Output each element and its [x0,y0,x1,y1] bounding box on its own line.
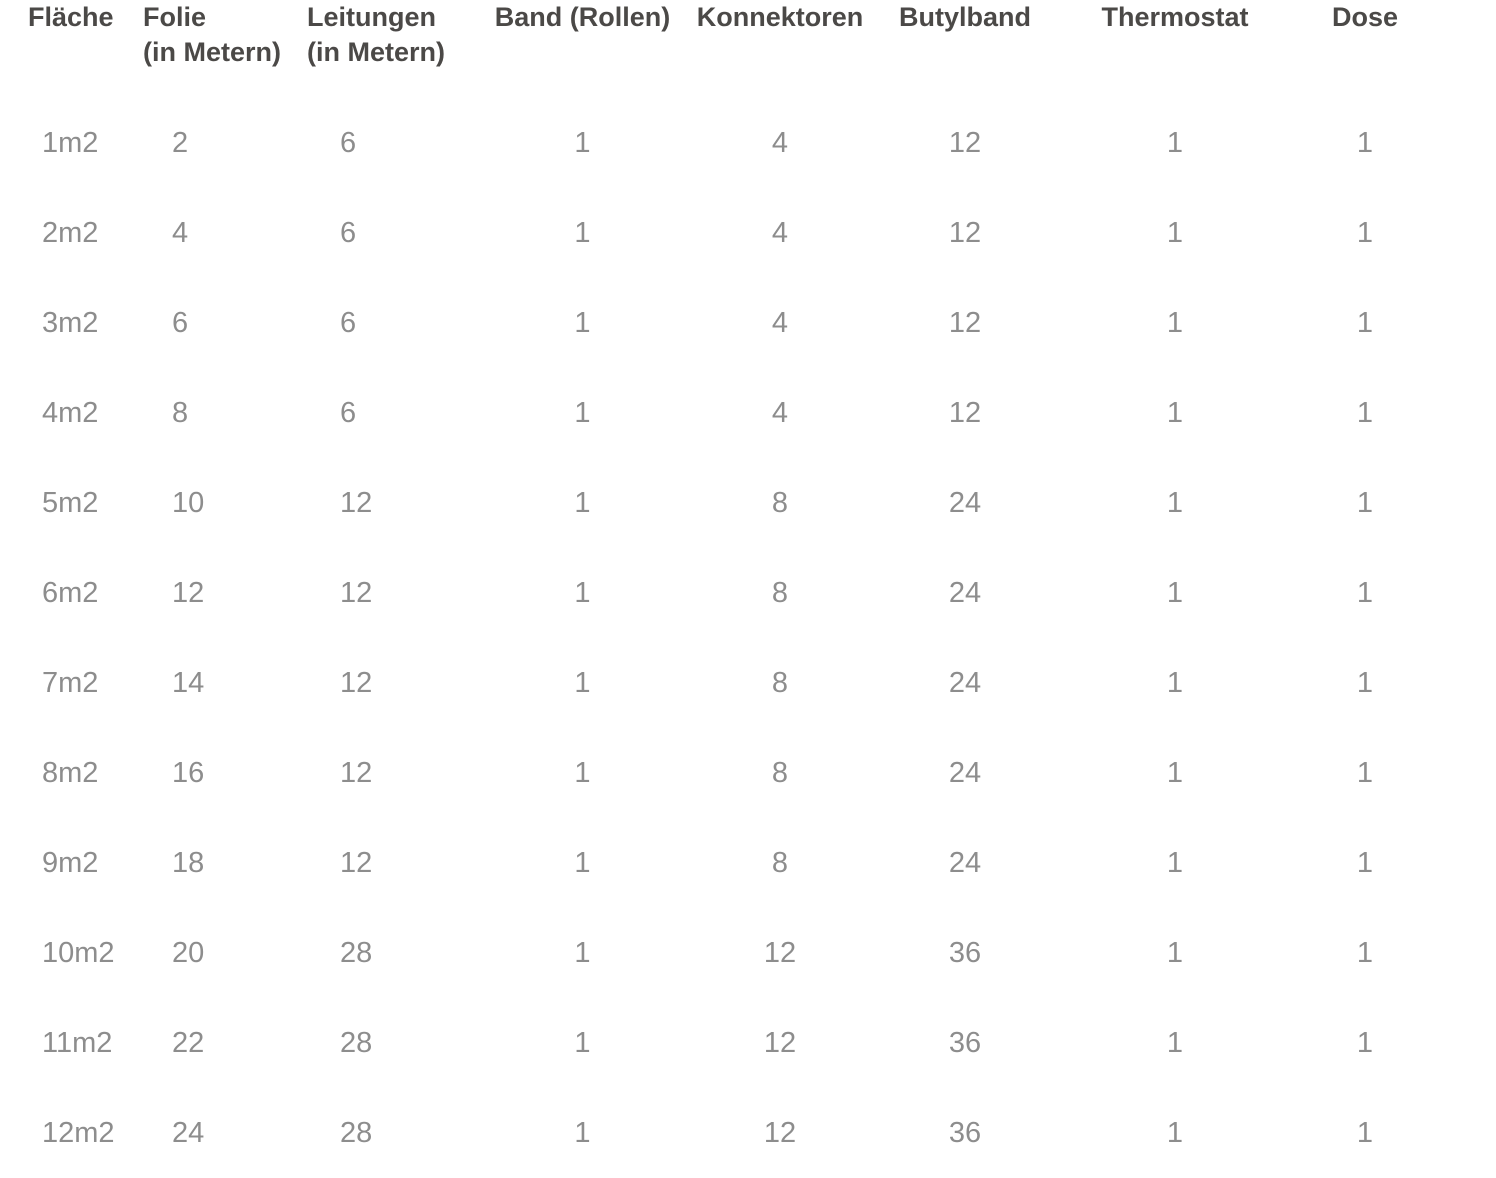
column-header-flaeche [0,0,115,98]
row-label-cell: 3m2 [42,306,99,339]
table-row [0,188,1440,278]
table-header [0,0,1440,98]
value-cell-thermostat: 1 [1166,396,1184,429]
value-cell-thermostat: 1 [1166,1116,1184,1149]
value-cell-leitungen: 6 [340,126,357,159]
value-cell-leitungen: 6 [340,306,357,339]
table-row [0,998,1440,1088]
table-row [0,908,1440,998]
value-cell-dose: 1 [1356,576,1374,609]
column-header-dose [1290,0,1440,98]
table-row [0,1088,1440,1178]
value-cell-dose: 1 [1356,396,1374,429]
value-cell-band: 1 [574,216,591,249]
column-header-thermostat [1060,0,1290,98]
value-cell-konnektoren: 8 [771,756,789,789]
value-cell-konnektoren: 12 [763,1026,797,1059]
value-cell-konnektoren: 8 [771,666,789,699]
value-cell-folie: 24 [172,1116,205,1149]
value-cell-thermostat: 1 [1166,756,1184,789]
value-cell-dose: 1 [1356,846,1374,879]
value-cell-thermostat: 1 [1166,126,1184,159]
value-cell-konnektoren: 8 [771,486,789,519]
value-cell-thermostat: 1 [1166,576,1184,609]
value-cell-thermostat: 1 [1166,216,1184,249]
value-cell-leitungen: 6 [340,216,357,249]
column-header-sublabel: (in Metern) [143,36,281,67]
value-cell-leitungen: 12 [340,846,373,879]
value-cell-butylband: 24 [948,666,982,699]
value-cell-konnektoren: 4 [771,396,789,429]
value-cell-konnektoren: 4 [771,216,789,249]
row-label-cell: 9m2 [42,846,99,879]
column-header-leitungen [290,0,475,98]
row-label-cell: 8m2 [42,756,99,789]
row-label-cell: 10m2 [42,936,115,969]
column-header-label: Konnektoren [696,2,864,32]
row-label-cell: 7m2 [42,666,99,699]
value-cell-folie: 4 [172,216,189,249]
column-header-label: Fläche [28,2,114,32]
column-header-folie [115,0,290,98]
row-label-cell: 4m2 [42,396,99,429]
table-row [0,728,1440,818]
value-cell-leitungen: 12 [340,756,373,789]
value-cell-dose: 1 [1356,666,1374,699]
value-cell-thermostat: 1 [1166,666,1184,699]
value-cell-folie: 8 [172,396,189,429]
column-header-sublabel: (in Metern) [307,36,445,67]
value-cell-dose: 1 [1356,1116,1374,1149]
column-header-konnektoren [690,0,870,98]
value-cell-dose: 1 [1356,126,1374,159]
value-cell-dose: 1 [1356,1026,1374,1059]
value-cell-folie: 14 [172,666,205,699]
value-cell-band: 1 [574,1116,591,1149]
table-row [0,98,1440,188]
value-cell-folie: 2 [172,126,189,159]
table-row [0,548,1440,638]
value-cell-band: 1 [574,126,591,159]
row-label-cell: 1m2 [42,126,99,159]
value-cell-folie: 10 [172,486,205,519]
row-label-cell: 6m2 [42,576,99,609]
value-cell-butylband: 36 [948,936,982,969]
value-cell-dose: 1 [1356,216,1374,249]
value-cell-band: 1 [574,306,591,339]
row-label-cell: 11m2 [42,1026,113,1059]
column-header-label: Band (Rollen) [494,2,671,32]
value-cell-band: 1 [574,486,591,519]
value-cell-dose: 1 [1356,756,1374,789]
column-header-butylband [870,0,1060,98]
value-cell-butylband: 12 [948,216,982,249]
value-cell-konnektoren: 4 [771,126,789,159]
value-cell-thermostat: 1 [1166,486,1184,519]
value-cell-konnektoren: 12 [763,936,797,969]
value-cell-konnektoren: 8 [771,576,789,609]
table-row [0,818,1440,908]
column-header-label: Leitungen [307,2,436,32]
value-cell-folie: 22 [172,1026,205,1059]
column-header-band [475,0,690,98]
table-row [0,638,1440,728]
value-cell-leitungen: 12 [340,576,373,609]
value-cell-thermostat: 1 [1166,936,1184,969]
row-label-cell: 5m2 [42,486,99,519]
value-cell-butylband: 36 [948,1116,982,1149]
value-cell-band: 1 [574,756,591,789]
row-label-cell: 12m2 [42,1116,115,1149]
value-cell-leitungen: 28 [340,936,373,969]
column-header-label: Thermostat [1101,2,1249,32]
value-cell-konnektoren: 4 [771,306,789,339]
column-header-label: Butylband [899,2,1031,32]
value-cell-band: 1 [574,576,591,609]
value-cell-butylband: 12 [948,126,982,159]
value-cell-butylband: 12 [948,306,982,339]
value-cell-thermostat: 1 [1166,846,1184,879]
value-cell-leitungen: 28 [340,1116,373,1149]
value-cell-butylband: 24 [948,486,982,519]
table-header-row [0,0,1440,98]
value-cell-leitungen: 12 [340,666,373,699]
value-cell-folie: 6 [172,306,189,339]
value-cell-butylband: 24 [948,846,982,879]
table-row [0,368,1440,458]
value-cell-folie: 20 [172,936,205,969]
value-cell-band: 1 [574,1026,591,1059]
value-cell-folie: 18 [172,846,205,879]
value-cell-butylband: 24 [948,576,982,609]
row-label-cell: 2m2 [42,216,99,249]
value-cell-band: 1 [574,666,591,699]
value-cell-butylband: 36 [948,1026,982,1059]
value-cell-leitungen: 28 [340,1026,373,1059]
value-cell-leitungen: 12 [340,486,373,519]
value-cell-band: 1 [574,846,591,879]
table-row [0,458,1440,548]
table-row [0,278,1440,368]
value-cell-butylband: 12 [948,396,982,429]
value-cell-folie: 16 [172,756,205,789]
value-cell-konnektoren: 12 [763,1116,797,1149]
value-cell-folie: 12 [172,576,205,609]
value-cell-band: 1 [574,936,591,969]
value-cell-dose: 1 [1356,306,1374,339]
value-cell-thermostat: 1 [1166,306,1184,339]
value-cell-dose: 1 [1356,486,1374,519]
value-cell-butylband: 24 [948,756,982,789]
table-body [0,98,1440,1178]
column-header-label: Dose [1331,2,1399,32]
value-cell-thermostat: 1 [1166,1026,1184,1059]
column-header-label: Folie [143,2,207,32]
value-cell-leitungen: 6 [340,396,357,429]
value-cell-dose: 1 [1356,936,1374,969]
value-cell-band: 1 [574,396,591,429]
value-cell-konnektoren: 8 [771,846,789,879]
